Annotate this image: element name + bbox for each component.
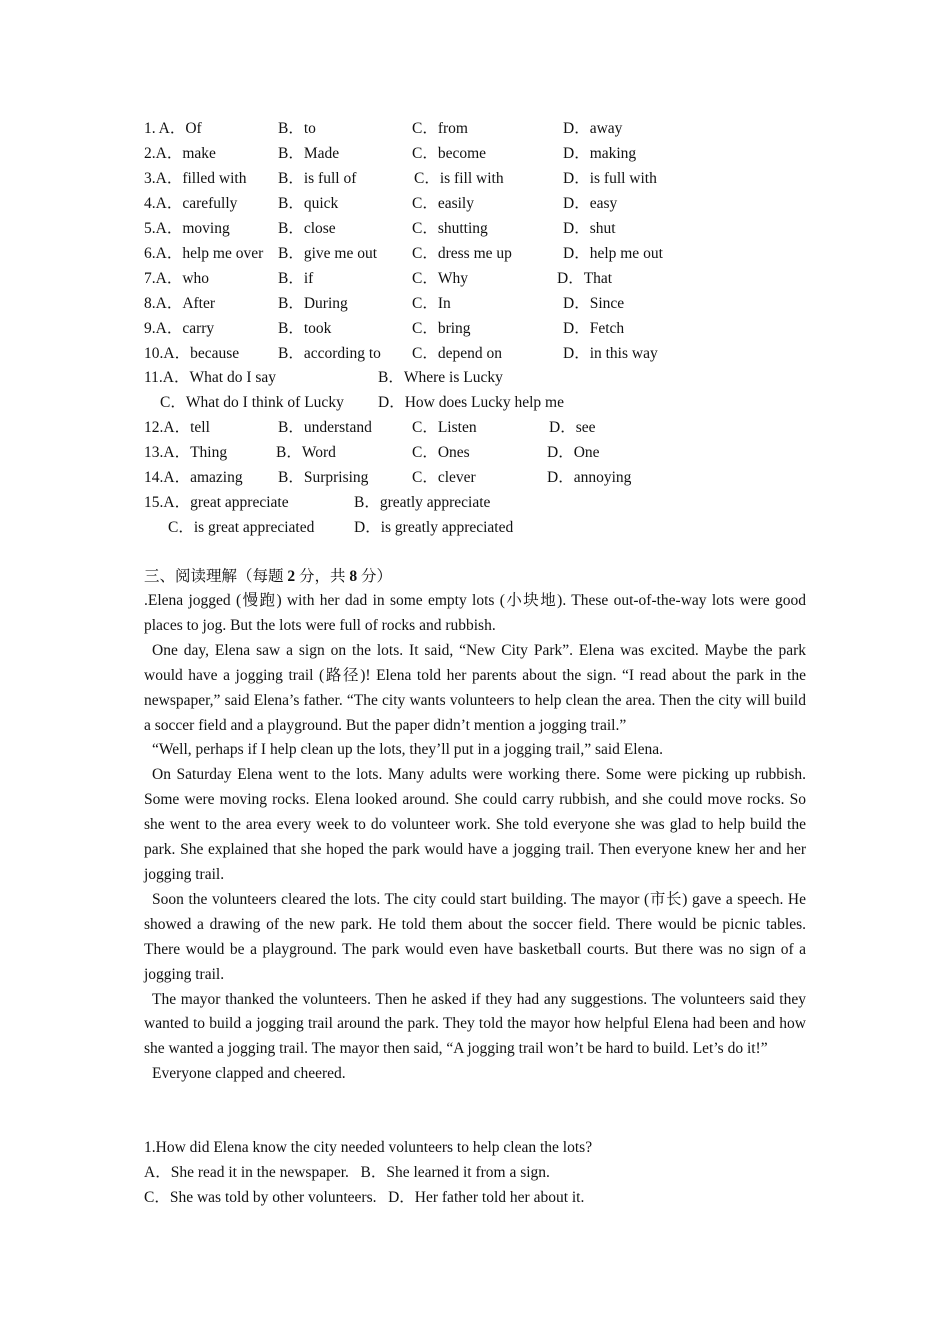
option-b: B．if bbox=[278, 269, 314, 287]
passage-paragraph: One day, Elena saw a sign on the lots. It said, “New City Park”. Elena was excited. Maybe the park would have a jogging trail (路径)! Elena told her parents about the sign. “I read about the park in the newspaper,” said Elena’s father. “The city wants volunteers to help clean the area. Then the city will build a soccer field and a playground. But the paper didn’t mention a jogging trail.” bbox=[144, 641, 806, 734]
option-b: B．to bbox=[278, 120, 316, 137]
option-a: 6.A．help me over bbox=[144, 244, 264, 262]
option-a: 12.A．tell bbox=[144, 419, 210, 436]
option-d: D．shut bbox=[563, 219, 616, 237]
option-d: D．help me out bbox=[563, 244, 663, 262]
option-a: 11.A．What do I say bbox=[144, 369, 277, 386]
passage-paragraph: Everyone clapped and cheered. bbox=[152, 1065, 346, 1083]
option-a: 8.A．After bbox=[144, 294, 216, 312]
option-d: D．annoying bbox=[547, 468, 632, 486]
option-a: 3.A．filled with bbox=[144, 169, 247, 187]
option-b: B．quick bbox=[278, 194, 339, 212]
answer-options-cd: C．She was told by other volunteers. D．Her father told her about it. bbox=[144, 1188, 585, 1206]
option-c: C．In bbox=[412, 294, 451, 312]
option-d: D．see bbox=[549, 419, 596, 436]
option-c: C．Listen bbox=[412, 419, 477, 436]
option-a: 10.A．because bbox=[144, 344, 240, 362]
passage-paragraph: Soon the volunteers cleared the lots. The city could start building. The mayor (市长) gave a speech. He showed a drawing of the new park. He told them about the soccer field. There would be picnic tables. There would be a playground. The park would even have basketball courts. But there was no sign of a jogging trail. bbox=[144, 890, 806, 983]
option-c: C．shutting bbox=[412, 219, 488, 237]
option-b: B．Where is Lucky bbox=[378, 369, 503, 386]
option-c: C．What do I think of Lucky bbox=[160, 394, 344, 411]
option-a: 13.A．Thing bbox=[144, 443, 228, 461]
option-c: C．Why bbox=[412, 269, 468, 287]
option-b: B．give me out bbox=[278, 244, 378, 262]
option-a: 1. A．Of bbox=[144, 120, 202, 137]
option-c: C．bring bbox=[412, 319, 471, 337]
passage-paragraph: “Well, perhaps if I help clean up the lots, they’ll put in a jogging trail,” said Elena. bbox=[152, 741, 663, 759]
option-b: B．close bbox=[278, 219, 336, 237]
option-a: 14.A．amazing bbox=[144, 468, 243, 486]
option-d: D．Fetch bbox=[563, 319, 625, 337]
option-a: 7.A．who bbox=[144, 269, 210, 287]
passage-paragraph: .Elena jogged (慢跑) with her dad in some empty lots (小块地). These out-of-the-way lots were good places to jog. But the lots were full of rocks and rubbish. bbox=[144, 592, 806, 634]
option-c: C．is fill with bbox=[414, 169, 504, 187]
option-d: D．One bbox=[547, 443, 600, 461]
option-a: 15.A．great appreciate bbox=[144, 494, 289, 511]
option-d: D．is full with bbox=[563, 169, 657, 187]
option-a: 9.A．carry bbox=[144, 319, 215, 337]
option-c: C．dress me up bbox=[412, 244, 512, 262]
option-c: C．from bbox=[412, 120, 468, 137]
option-c: C．is great appreciated bbox=[168, 519, 315, 536]
option-d: D．Since bbox=[563, 294, 625, 312]
option-c: C．Ones bbox=[412, 443, 470, 461]
reading-question bbox=[144, 1136, 806, 1211]
option-b: B．Word bbox=[276, 443, 336, 461]
option-b: B．Made bbox=[278, 144, 340, 162]
answer-options-ab: A．She read it in the newspaper. B．She learned it from a sign. bbox=[144, 1163, 550, 1181]
option-c: C．clever bbox=[412, 468, 476, 486]
option-d: D．easy bbox=[563, 194, 618, 212]
option-a: 2.A．make bbox=[144, 144, 216, 162]
passage-paragraph: The mayor thanked the volunteers. Then he asked if they had any suggestions. The volunteers said they wanted to build a jogging trail around the park. They told the mayor how helpful Elena had been and how she wanted a jogging trail. The mayor then said, “A jogging trail won’t be hard to build. Let’s do it!” bbox=[144, 990, 806, 1058]
option-d: D．making bbox=[563, 144, 637, 162]
option-d: D．That bbox=[557, 269, 613, 287]
option-b: B．according to bbox=[278, 344, 381, 362]
option-a: 5.A．moving bbox=[144, 219, 230, 237]
option-c: C．become bbox=[412, 144, 487, 162]
option-d: D．is greatly appreciated bbox=[354, 519, 514, 536]
option-d: D．in this way bbox=[563, 344, 658, 362]
option-c: C．easily bbox=[412, 194, 474, 212]
option-a: 4.A．carefully bbox=[144, 194, 238, 212]
option-b: B．During bbox=[278, 294, 348, 312]
option-b: B．greatly appreciate bbox=[354, 494, 491, 511]
option-c: C．depend on bbox=[412, 344, 502, 362]
option-b: B．took bbox=[278, 319, 332, 337]
question-stem: 1.How did Elena know the city needed volunteers to help clean the lots? bbox=[144, 1139, 593, 1156]
reading-passage bbox=[144, 589, 806, 1087]
option-b: B．is full of bbox=[278, 169, 357, 187]
passage-paragraph: On Saturday Elena went to the lots. Many adults were working there. Some were picking up rubbish. Some were moving rocks. Elena looked around. She could carry rubbish, and she could move rocks. So she went to the area every week to do volunteer work. She told everyone she was glad to help build the park. She explained that she hoped the park would have a jogging trail. Then everyone knew her and her jogging trail. bbox=[144, 766, 806, 883]
option-b: B．Surprising bbox=[278, 468, 369, 486]
option-b: B．understand bbox=[278, 419, 372, 436]
section-heading: 三、阅读理解（每题 2 分，共 8 分） bbox=[144, 568, 393, 585]
option-d: D．How does Lucky help me bbox=[378, 394, 564, 411]
option-d: D．away bbox=[563, 120, 623, 137]
